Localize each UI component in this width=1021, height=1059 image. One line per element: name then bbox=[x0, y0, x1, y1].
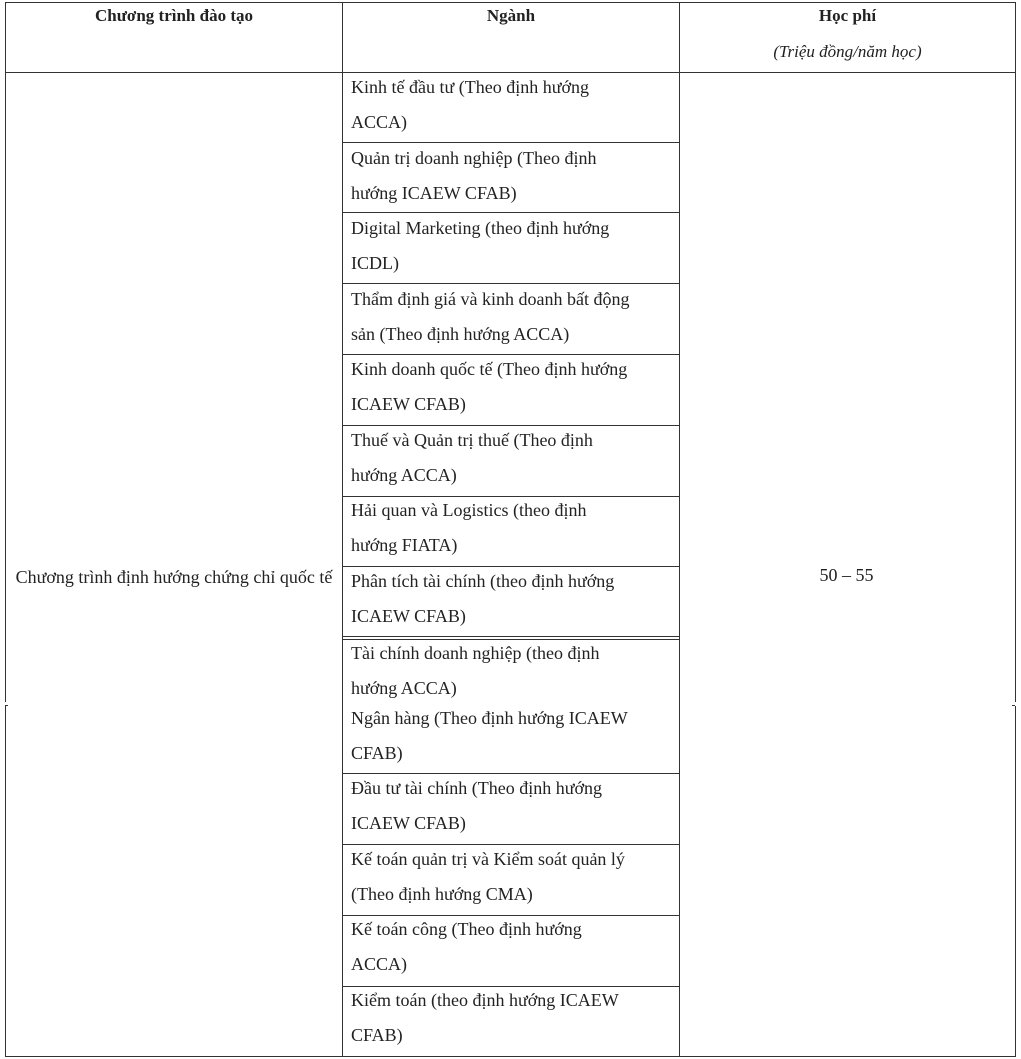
major-line: Ngân hàng (Theo định hướng ICAEW bbox=[351, 708, 628, 728]
major-item bbox=[351, 983, 677, 1053]
major-line: Kế toán công (Theo định hướng bbox=[351, 919, 582, 939]
major-line: ICAEW CFAB) bbox=[351, 394, 466, 414]
program-name: Chương trình định hướng chứng chỉ quốc tế bbox=[15, 567, 333, 587]
major-item bbox=[351, 912, 677, 982]
major-item bbox=[351, 211, 677, 281]
page-break-tick-right bbox=[1012, 705, 1015, 706]
major-item bbox=[351, 282, 677, 352]
major-line: hướng ACCA) bbox=[351, 465, 457, 485]
major-line: Hải quan và Logistics (theo định bbox=[351, 500, 587, 520]
header-fee: Học phí bbox=[818, 6, 877, 25]
header-major: Ngành bbox=[486, 6, 536, 25]
major-line: ICAEW CFAB) bbox=[351, 606, 466, 626]
major-item bbox=[351, 636, 677, 706]
major-item bbox=[351, 771, 677, 841]
major-line: ACCA) bbox=[351, 954, 408, 974]
major-line: Kiểm toán (theo định hướng ICAEW bbox=[351, 990, 619, 1010]
table-left-border bbox=[5, 2, 6, 702]
page-break-tick-left bbox=[5, 705, 8, 706]
column-divider-2 bbox=[679, 2, 680, 1057]
column-divider-1 bbox=[342, 2, 343, 1057]
major-line: Thẩm định giá và kinh doanh bất động bbox=[351, 289, 630, 309]
header-fee-unit: (Triệu đồng/năm học) bbox=[773, 42, 922, 61]
major-line: CFAB) bbox=[351, 743, 403, 763]
major-line: sản (Theo định hướng ACCA) bbox=[351, 324, 570, 344]
major-item bbox=[351, 70, 677, 140]
major-line: Quản trị doanh nghiệp (Theo định bbox=[351, 148, 597, 168]
table-right-border bbox=[1015, 2, 1016, 702]
major-line: Thuế và Quản trị thuế (Theo định bbox=[351, 430, 593, 450]
table-left-border-lower bbox=[5, 706, 6, 1057]
major-line: CFAB) bbox=[351, 1025, 403, 1045]
major-line: Kinh doanh quốc tế (Theo định hướng bbox=[351, 359, 628, 379]
table-top-border bbox=[5, 2, 1016, 3]
major-line: hướng ACCA) bbox=[351, 678, 457, 698]
header-program: Chương trình đào tạo bbox=[94, 6, 253, 25]
major-item bbox=[351, 564, 677, 634]
major-line: Kinh tế đầu tư (Theo định hướng bbox=[351, 77, 589, 97]
major-line: Digital Marketing (theo định hướng bbox=[351, 218, 610, 238]
major-line: ICAEW CFAB) bbox=[351, 813, 466, 833]
major-item bbox=[351, 493, 677, 563]
major-line: Kế toán quản trị và Kiểm soát quản lý bbox=[351, 849, 625, 869]
major-line: Tài chính doanh nghiệp (theo định bbox=[351, 643, 600, 663]
major-line: (Theo định hướng CMA) bbox=[351, 884, 533, 904]
major-item bbox=[351, 842, 677, 912]
major-item bbox=[351, 701, 677, 771]
major-line: Phân tích tài chính (theo định hướng bbox=[351, 571, 615, 591]
major-line: hướng FIATA) bbox=[351, 535, 458, 555]
major-line: ICDL) bbox=[351, 253, 399, 273]
major-line: Đầu tư tài chính (Theo định hướng bbox=[351, 778, 602, 798]
fee-value: 50 – 55 bbox=[819, 565, 874, 585]
table-bottom-border bbox=[5, 1056, 1016, 1057]
table-right-border-lower bbox=[1015, 706, 1016, 1057]
major-item bbox=[351, 141, 677, 211]
major-item bbox=[351, 423, 677, 493]
major-item bbox=[351, 352, 677, 422]
major-line: ACCA) bbox=[351, 112, 408, 132]
major-line: hướng ICAEW CFAB) bbox=[351, 183, 517, 203]
